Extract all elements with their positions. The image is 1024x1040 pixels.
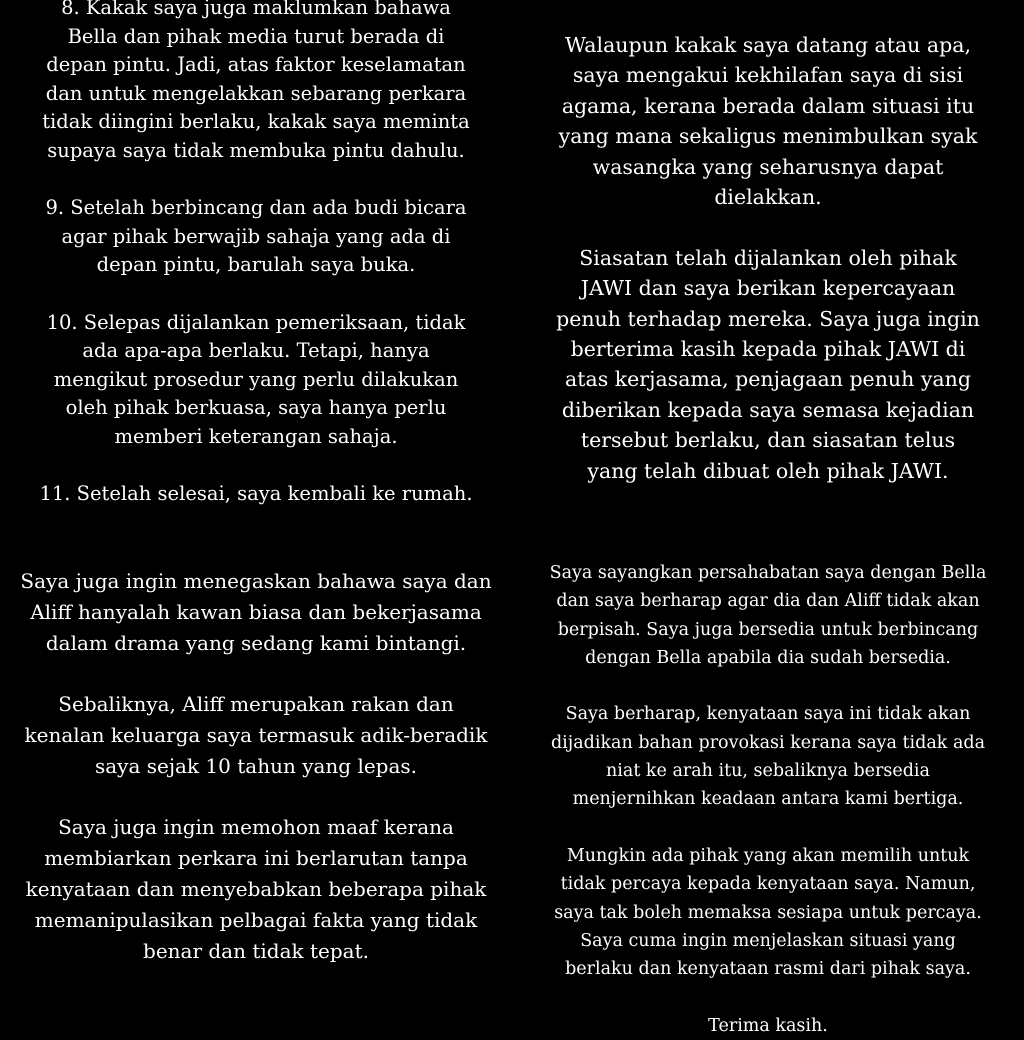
paragraph-clarification: Saya juga ingin menegaskan bahawa saya dan Aliff hanyalah kawan biasa dan bekerjasama dalam drama yang sedang kami bintangi. (20, 569, 492, 655)
statement-text-column (512, 559, 1024, 1040)
paragraph-belief: Mungkin ada pihak yang akan memilih untuk tidak percaya kepada kenyataan saya. Namun, saya tak boleh memaksa sesiapa untuk percaya. Saya cuma ingin menjelaskan situasi yang berlaku dan kenyataan rasmi dari pihak saya. (554, 845, 982, 980)
statement-text-column (0, 566, 512, 966)
statement-panel-top-right (512, 0, 1024, 512)
statement-panel-bottom-right (512, 512, 1024, 1036)
paragraph-family-friend: Sebaliknya, Aliff merupakan rakan dan kenalan keluarga saya termasuk adik-beradik saya sejak 10 tahun yang lepas. (24, 692, 488, 778)
paragraph-no-provocation: Saya berharap, kenyataan saya ini tidak akan dijadikan bahan provokasi kerana saya tidak ada niat ke arah itu, sebaliknya bersedia menjernihkan keadaan antara kami bertiga. (550, 704, 986, 810)
paragraph-friendship: Saya sayangkan persahabatan saya dengan Bella dan saya berharap agar dia dan Aliff tidak akan berpisah. Saya juga bersedia untuk berbincang dengan Bella apabila dia sudah bersedia. (549, 563, 987, 668)
paragraph-apology: Saya juga ingin memohon maaf kerana membiarkan perkara ini berlarutan tanpa kenyataan dan menyebabkan beberapa pihak memanipulasikan pelbagai fakta yang tidak benar dan tidak tepat. (25, 815, 487, 963)
paragraph-point-11: 11. Setelah selesai, saya kembali ke rumah. (39, 482, 473, 506)
paragraph-point-10: 10. Selepas dijalankan pemeriksaan, tidak ada apa-apa berlaku. Tetapi, hanya mengikut prosedur yang perlu dilakukan oleh pihak berkuasa, saya hanya perlu memberi keterangan sahaja. (46, 310, 466, 448)
paragraph-point-8: 8. Kakak saya juga maklumkan bahawa Bella dan pihak media turut berada di depan pintu. Jadi, atas faktor keselamatan dan untuk mengelakkan sebarang perkara tidak diingini berlaku, kakak saya meminta supaya saya tidak membuka pintu dahulu. (42, 0, 470, 162)
paragraph-thanks: Terima kasih. (708, 1015, 828, 1036)
paragraph-point-9: 9. Setelah berbincang dan ada budi bicara agar pihak berwajib sahaja yang ada di depan pintu, barulah saya buka. (45, 196, 467, 277)
paragraph-admission: Walaupun kakak saya datang atau apa, saya mengakui kekhilafan saya di sisi agama, kerana berada dalam situasi itu yang mana sekaligus menimbulkan syak wasangka yang seharusnya dapat dielakkan. (558, 33, 978, 210)
statement-text-column (0, 0, 512, 509)
paragraph-investigation: Siasatan telah dijalankan oleh pihak JAWI dan saya berikan kepercayaan penuh terhadap mereka. Saya juga ingin berterima kasih kepada pihak JAWI di atas kerjasama, penjagaan penuh yang diberikan kepada saya semasa kejadian tersebut berlaku, dan siasatan telus yang telah dibuat oleh pihak JAWI. (556, 245, 980, 483)
statement-text-column (512, 30, 1024, 486)
statement-panel-bottom-left (0, 512, 512, 1024)
statement-panel-top-left (0, 0, 512, 512)
